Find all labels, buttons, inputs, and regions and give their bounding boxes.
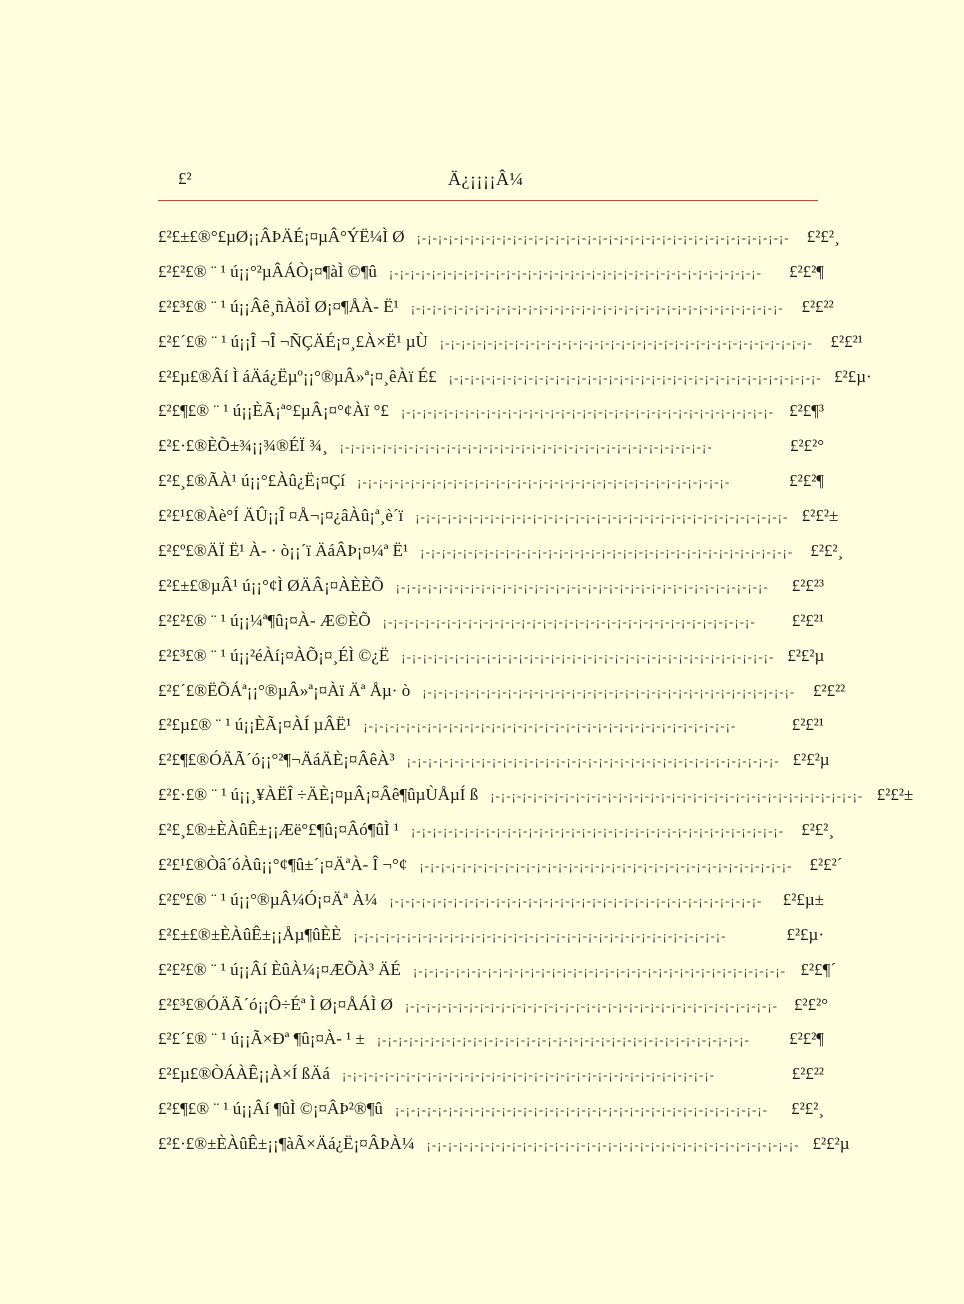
toc-dot-leader: ¡-¡-¡-¡-¡-¡-¡-¡-¡-¡-¡-¡-¡-¡-¡-¡-¡-¡-¡-¡-¡-¡-¡-¡-¡-¡-¡-¡-¡-¡-¡-¡-¡-¡-¡- xyxy=(406,753,780,769)
toc-entry-title: £²£±£®°£µØ¡¡ÂÞÄÉ¡¤µÂ°ÝË¼Ì Ø xyxy=(158,227,405,246)
toc-dot-leader: ¡-¡-¡-¡-¡-¡-¡-¡-¡-¡-¡-¡-¡-¡-¡-¡-¡-¡-¡-¡-¡-¡-¡-¡-¡-¡-¡-¡-¡-¡-¡-¡-¡-¡-¡- xyxy=(401,648,775,664)
toc-page-number: £²£²° xyxy=(790,436,824,456)
toc-dot-leader: ¡-¡-¡-¡-¡-¡-¡-¡-¡-¡-¡-¡-¡-¡-¡-¡-¡-¡-¡-¡-¡-¡-¡-¡-¡-¡-¡-¡-¡-¡-¡-¡-¡-¡-¡- xyxy=(389,892,763,908)
toc-entry-title: £²£º£®ÄÏ Ë¹ À- · ò¡¡´ï ÄáÂÞ¡¤¼ª Ë¹ xyxy=(158,541,409,561)
toc-dot-leader: ¡-¡-¡-¡-¡-¡-¡-¡-¡-¡-¡-¡-¡-¡-¡-¡-¡-¡-¡-¡-¡-¡-¡-¡-¡-¡-¡-¡-¡-¡-¡-¡-¡-¡-¡- xyxy=(353,927,727,943)
toc-dot-leader: ¡-¡-¡-¡-¡-¡-¡-¡-¡-¡-¡-¡-¡-¡-¡-¡-¡-¡-¡-¡-¡-¡-¡-¡-¡-¡-¡-¡-¡-¡-¡-¡-¡-¡-¡- xyxy=(419,858,793,874)
toc-entry-title: £²£³£® ¨ ¹ ú¡¡Âê¸ñÀöÌ Ø¡¤¶ÅÀ- Ë¹ xyxy=(158,296,399,316)
toc-dot-leader: ¡-¡-¡-¡-¡-¡-¡-¡-¡-¡-¡-¡-¡-¡-¡-¡-¡-¡-¡-¡-¡-¡-¡-¡-¡-¡-¡-¡-¡-¡-¡-¡-¡-¡-¡- xyxy=(410,299,784,315)
toc-entry xyxy=(158,429,824,464)
toc-dot-leader: ¡-¡-¡-¡-¡-¡-¡-¡-¡-¡-¡-¡-¡-¡-¡-¡-¡-¡-¡-¡-¡-¡-¡-¡-¡-¡-¡-¡-¡-¡-¡-¡-¡-¡-¡- xyxy=(490,788,864,804)
toc-entry xyxy=(158,639,824,674)
toc-entry xyxy=(158,1092,824,1127)
toc-entry-title: £²£´£®ËÕÁª¡¡°®µÂ»ª¡¤Àï Äª Åµ· ò xyxy=(158,680,411,700)
toc-page-number: £²£²² xyxy=(801,296,834,316)
toc-dot-leader: ¡-¡-¡-¡-¡-¡-¡-¡-¡-¡-¡-¡-¡-¡-¡-¡-¡-¡-¡-¡-¡-¡-¡-¡-¡-¡-¡-¡-¡-¡-¡-¡-¡-¡-¡- xyxy=(420,544,794,560)
toc-entry xyxy=(158,1057,824,1092)
toc-dot-leader: ¡-¡-¡-¡-¡-¡-¡-¡-¡-¡-¡-¡-¡-¡-¡-¡-¡-¡-¡-¡-¡-¡-¡-¡-¡-¡-¡-¡-¡-¡-¡-¡-¡-¡-¡- xyxy=(439,334,813,350)
toc-entry-title: £²£´£® ¨ ¹ ú¡¡Ã×Ðª ¶û¡¤À- ¹ ± xyxy=(158,1029,365,1049)
toc-entry xyxy=(158,918,824,953)
toc-entry-title: £²£µ£® ¨ ¹ ú¡¡ÈÃ¡¤ÀÍ µÂË¹ xyxy=(158,715,352,735)
toc-page-number: £²£²¶ xyxy=(789,1029,824,1049)
toc-entry-title: £²£·£®ÈÕ±¾¡¡¾®ÉÏ ¾¸ xyxy=(158,436,328,456)
toc-entry xyxy=(158,290,834,325)
toc-dot-leader: ¡-¡-¡-¡-¡-¡-¡-¡-¡-¡-¡-¡-¡-¡-¡-¡-¡-¡-¡-¡-¡-¡-¡-¡-¡-¡-¡-¡-¡-¡-¡-¡-¡-¡-¡- xyxy=(339,439,713,455)
toc-entry xyxy=(158,1022,824,1057)
toc-entry-title: £²£¶£®ÓÄÃ´ó¡¡°²¶¬ÄáÄÈ¡¤ÂêÀ³ xyxy=(158,750,395,770)
toc-entry-title: £²£·£®±ÈÀûÊ±¡¡¶àÃ×Äá¿Ë¡¤ÂÞÀ¼ xyxy=(158,1134,415,1154)
toc-dot-leader: ¡-¡-¡-¡-¡-¡-¡-¡-¡-¡-¡-¡-¡-¡-¡-¡-¡-¡-¡-¡-¡-¡-¡-¡-¡-¡-¡-¡-¡-¡-¡-¡-¡-¡-¡- xyxy=(395,578,769,594)
toc-page-number: £²£²° xyxy=(794,994,828,1014)
toc-entry xyxy=(158,743,830,778)
toc-dot-leader: ¡-¡-¡-¡-¡-¡-¡-¡-¡-¡-¡-¡-¡-¡-¡-¡-¡-¡-¡-¡-¡-¡-¡-¡-¡-¡-¡-¡-¡-¡-¡-¡-¡-¡-¡- xyxy=(394,1102,768,1118)
toc-entry xyxy=(158,778,914,813)
toc-page-number: £²£²¸ xyxy=(806,227,840,246)
toc-entry xyxy=(158,534,844,569)
toc-dot-leader: ¡-¡-¡-¡-¡-¡-¡-¡-¡-¡-¡-¡-¡-¡-¡-¡-¡-¡-¡-¡-¡-¡-¡-¡-¡-¡-¡-¡-¡-¡-¡-¡-¡-¡-¡- xyxy=(448,369,822,385)
toc-entry xyxy=(158,848,843,883)
toc-page-number: £²£²² xyxy=(791,1064,824,1084)
toc-dot-leader: ¡-¡-¡-¡-¡-¡-¡-¡-¡-¡-¡-¡-¡-¡-¡-¡-¡-¡-¡-¡-¡-¡-¡-¡-¡-¡-¡-¡-¡-¡-¡-¡-¡-¡-¡- xyxy=(363,718,737,734)
toc-dot-leader: ¡-¡-¡-¡-¡-¡-¡-¡-¡-¡-¡-¡-¡-¡-¡-¡-¡-¡-¡-¡-¡-¡-¡-¡-¡-¡-¡-¡-¡-¡-¡-¡-¡-¡-¡- xyxy=(357,474,731,490)
toc-entry-title: £²£µ£®ÒÁÀÊ¡¡À×Í ßÄá xyxy=(158,1064,330,1084)
toc-page-number: £²£²¶ xyxy=(789,471,824,491)
toc-page-number: £²£²³ xyxy=(791,575,824,595)
toc-entry-title: £²£¶£® ¨ ¹ ú¡¡ÈÃ¡ª°£µÂ¡¤°¢Àï °£ xyxy=(158,401,389,421)
table-of-contents xyxy=(158,220,914,1162)
toc-entry-title: £²£³£®ÓÄÃ´ó¡¡Ô÷Éª Ì Ø¡¤ÅÁÌ Ø xyxy=(158,994,393,1014)
toc-page-number: £²£²´ xyxy=(809,855,843,875)
toc-dot-leader: ¡-¡-¡-¡-¡-¡-¡-¡-¡-¡-¡-¡-¡-¡-¡-¡-¡-¡-¡-¡-¡-¡-¡-¡-¡-¡-¡-¡-¡-¡-¡-¡-¡-¡-¡- xyxy=(382,613,756,629)
toc-entry xyxy=(158,953,836,988)
toc-entry xyxy=(158,674,846,709)
toc-dot-leader: ¡-¡-¡-¡-¡-¡-¡-¡-¡-¡-¡-¡-¡-¡-¡-¡-¡-¡-¡-¡-¡-¡-¡-¡-¡-¡-¡-¡-¡-¡-¡-¡-¡-¡-¡- xyxy=(388,264,762,280)
toc-page-number: £²£²¸ xyxy=(810,541,844,561)
toc-entry-title: £²£³£® ¨ ¹ ú¡¡²éÀí¡¤ÀÕ¡¤¸ÉÌ ©¿Ë xyxy=(158,645,390,665)
toc-page-number: £²£µ· xyxy=(786,924,824,944)
toc-dot-leader: ¡-¡-¡-¡-¡-¡-¡-¡-¡-¡-¡-¡-¡-¡-¡-¡-¡-¡-¡-¡-¡-¡-¡-¡-¡-¡-¡-¡-¡-¡-¡-¡-¡-¡-¡- xyxy=(400,404,774,420)
toc-entry xyxy=(158,708,824,743)
toc-entry xyxy=(158,360,872,395)
toc-dot-leader: ¡-¡-¡-¡-¡-¡-¡-¡-¡-¡-¡-¡-¡-¡-¡-¡-¡-¡-¡-¡-¡-¡-¡-¡-¡-¡-¡-¡-¡-¡-¡-¡-¡-¡-¡- xyxy=(411,823,785,839)
toc-page-number: £²£²µ xyxy=(787,645,825,665)
toc-entry xyxy=(158,499,839,534)
toc-entry-title: £²£º£® ¨ ¹ ú¡¡°®µÂ¼Ó¡¤Äª À¼ xyxy=(158,889,378,909)
toc-entry-title: £²£²£® ¨ ¹ ú¡¡¼ª¶û¡¤À- Æ©ÈÕ xyxy=(158,610,371,630)
toc-page-number: £²£²¹ xyxy=(791,610,824,630)
toc-dot-leader: ¡-¡-¡-¡-¡-¡-¡-¡-¡-¡-¡-¡-¡-¡-¡-¡-¡-¡-¡-¡-¡-¡-¡-¡-¡-¡-¡-¡-¡-¡-¡-¡-¡-¡-¡- xyxy=(341,1067,715,1083)
toc-entry-title: £²£¸£®ÃÀ¹ ú¡¡°£Àû¿Ë¡¤Çí xyxy=(158,471,346,491)
toc-entry-title: £²£´£® ¨ ¹ ú¡¡Î ¬Î ¬ÑÇÄÉ¡¤¸£À×Ë¹ µÙ xyxy=(158,331,428,351)
toc-page-number: £²£¶³ xyxy=(789,401,824,421)
toc-entry-title: £²£¸£®±ÈÀûÊ±¡¡Æë°£¶û¡¤Âó¶ûÌ ¹ xyxy=(158,820,400,840)
toc-dot-leader: ¡-¡-¡-¡-¡-¡-¡-¡-¡-¡-¡-¡-¡-¡-¡-¡-¡-¡-¡-¡-¡-¡-¡-¡-¡-¡-¡-¡-¡-¡-¡-¡-¡-¡-¡- xyxy=(415,509,789,525)
toc-dot-leader: ¡-¡-¡-¡-¡-¡-¡-¡-¡-¡-¡-¡-¡-¡-¡-¡-¡-¡-¡-¡-¡-¡-¡-¡-¡-¡-¡-¡-¡-¡-¡-¡-¡-¡-¡- xyxy=(426,1137,800,1153)
toc-dot-leader: ¡-¡-¡-¡-¡-¡-¡-¡-¡-¡-¡-¡-¡-¡-¡-¡-¡-¡-¡-¡-¡-¡-¡-¡-¡-¡-¡-¡-¡-¡-¡-¡-¡-¡-¡- xyxy=(404,997,778,1013)
toc-entry-title: £²£¶£® ¨ ¹ ú¡¡Âí ¶ûÌ ©¡¤ÂÞ²®¶û xyxy=(158,1099,383,1119)
toc-page-number: £²£²¹ xyxy=(791,715,824,735)
toc-entry-title: £²£·£® ¨ ¹ ú¡¡¸¥ÀËÎ ÷ÄÈ¡¤µÂ¡¤Âê¶ûµÙÅµÍ ß xyxy=(158,785,479,805)
toc-dot-leader: ¡-¡-¡-¡-¡-¡-¡-¡-¡-¡-¡-¡-¡-¡-¡-¡-¡-¡-¡-¡-¡-¡-¡-¡-¡-¡-¡-¡-¡-¡-¡-¡-¡-¡-¡- xyxy=(422,683,796,699)
toc-page-number: £²£²¹ xyxy=(830,331,863,351)
toc-entry xyxy=(158,988,828,1023)
toc-page-number: £²£²¸ xyxy=(801,820,835,840)
page-number: £² xyxy=(178,169,192,188)
toc-page-number: £²£²² xyxy=(812,680,846,700)
toc-page-number: £²£¶´ xyxy=(800,959,836,979)
toc-entry-title: £²£²£® ¨ ¹ ú¡¡°²µÂÁÒ¡¤¶àÌ ©¶û xyxy=(158,261,377,281)
toc-page-number: £²£²± xyxy=(876,785,914,805)
toc-dot-leader: ¡-¡-¡-¡-¡-¡-¡-¡-¡-¡-¡-¡-¡-¡-¡-¡-¡-¡-¡-¡-¡-¡-¡-¡-¡-¡-¡-¡-¡-¡-¡-¡-¡-¡-¡- xyxy=(416,230,790,245)
toc-entry xyxy=(158,394,824,429)
page-header xyxy=(158,166,818,201)
toc-entry xyxy=(158,883,824,918)
toc-page-number: £²£µ± xyxy=(782,889,824,909)
toc-entry-title: £²£¹£®Àè°Í ÄÛ¡¡Î ¤Å¬¡¤¿âÀû¡ª¸è´ï xyxy=(158,506,404,526)
toc-entry-title: £²£²£® ¨ ¹ ú¡¡Âí ÈûÀ¼¡¤ÆÕÀ³ ÄÉ xyxy=(158,959,401,979)
toc-page-number: £²£²µ xyxy=(792,750,830,770)
toc-page-number: £²£²± xyxy=(801,506,839,526)
toc-entry xyxy=(158,325,863,360)
toc-entry-title: £²£¹£®Òâ´óÀû¡¡°¢¶û±´¡¤ÄªÀ- Î ¬°¢ xyxy=(158,855,408,875)
toc-entry xyxy=(158,813,835,848)
toc-entry xyxy=(158,1127,850,1162)
running-title: Ä¿¡¡¡¡Â¼ xyxy=(448,169,524,189)
toc-entry xyxy=(158,220,840,255)
toc-entry-title: £²£±£®µÂ¹ ú¡¡°¢Ì ØÄÂ¡¤ÀÈÈÕ xyxy=(158,575,384,595)
toc-dot-leader: ¡-¡-¡-¡-¡-¡-¡-¡-¡-¡-¡-¡-¡-¡-¡-¡-¡-¡-¡-¡-¡-¡-¡-¡-¡-¡-¡-¡-¡-¡-¡-¡-¡-¡-¡- xyxy=(376,1032,750,1048)
toc-entry xyxy=(158,569,824,604)
toc-entry xyxy=(158,464,824,499)
toc-entry-title: £²£±£®±ÈÀûÊ±¡¡Åµ¶ûÈÈ xyxy=(158,924,342,944)
toc-page-number: £²£µ· xyxy=(834,366,872,386)
toc-entry-title: £²£µ£®Âí Ì áÄá¿Ëµº¡¡°®µÂ»ª¡¤¸êÀï É£ xyxy=(158,366,437,386)
toc-page-number: £²£²¶ xyxy=(789,261,824,281)
toc-entry xyxy=(158,604,824,639)
toc-dot-leader: ¡-¡-¡-¡-¡-¡-¡-¡-¡-¡-¡-¡-¡-¡-¡-¡-¡-¡-¡-¡-¡-¡-¡-¡-¡-¡-¡-¡-¡-¡-¡-¡-¡-¡-¡- xyxy=(412,962,786,978)
toc-page-number: £²£²¸ xyxy=(791,1099,824,1119)
toc-page-number: £²£²µ xyxy=(812,1134,850,1154)
toc-entry xyxy=(158,255,824,290)
